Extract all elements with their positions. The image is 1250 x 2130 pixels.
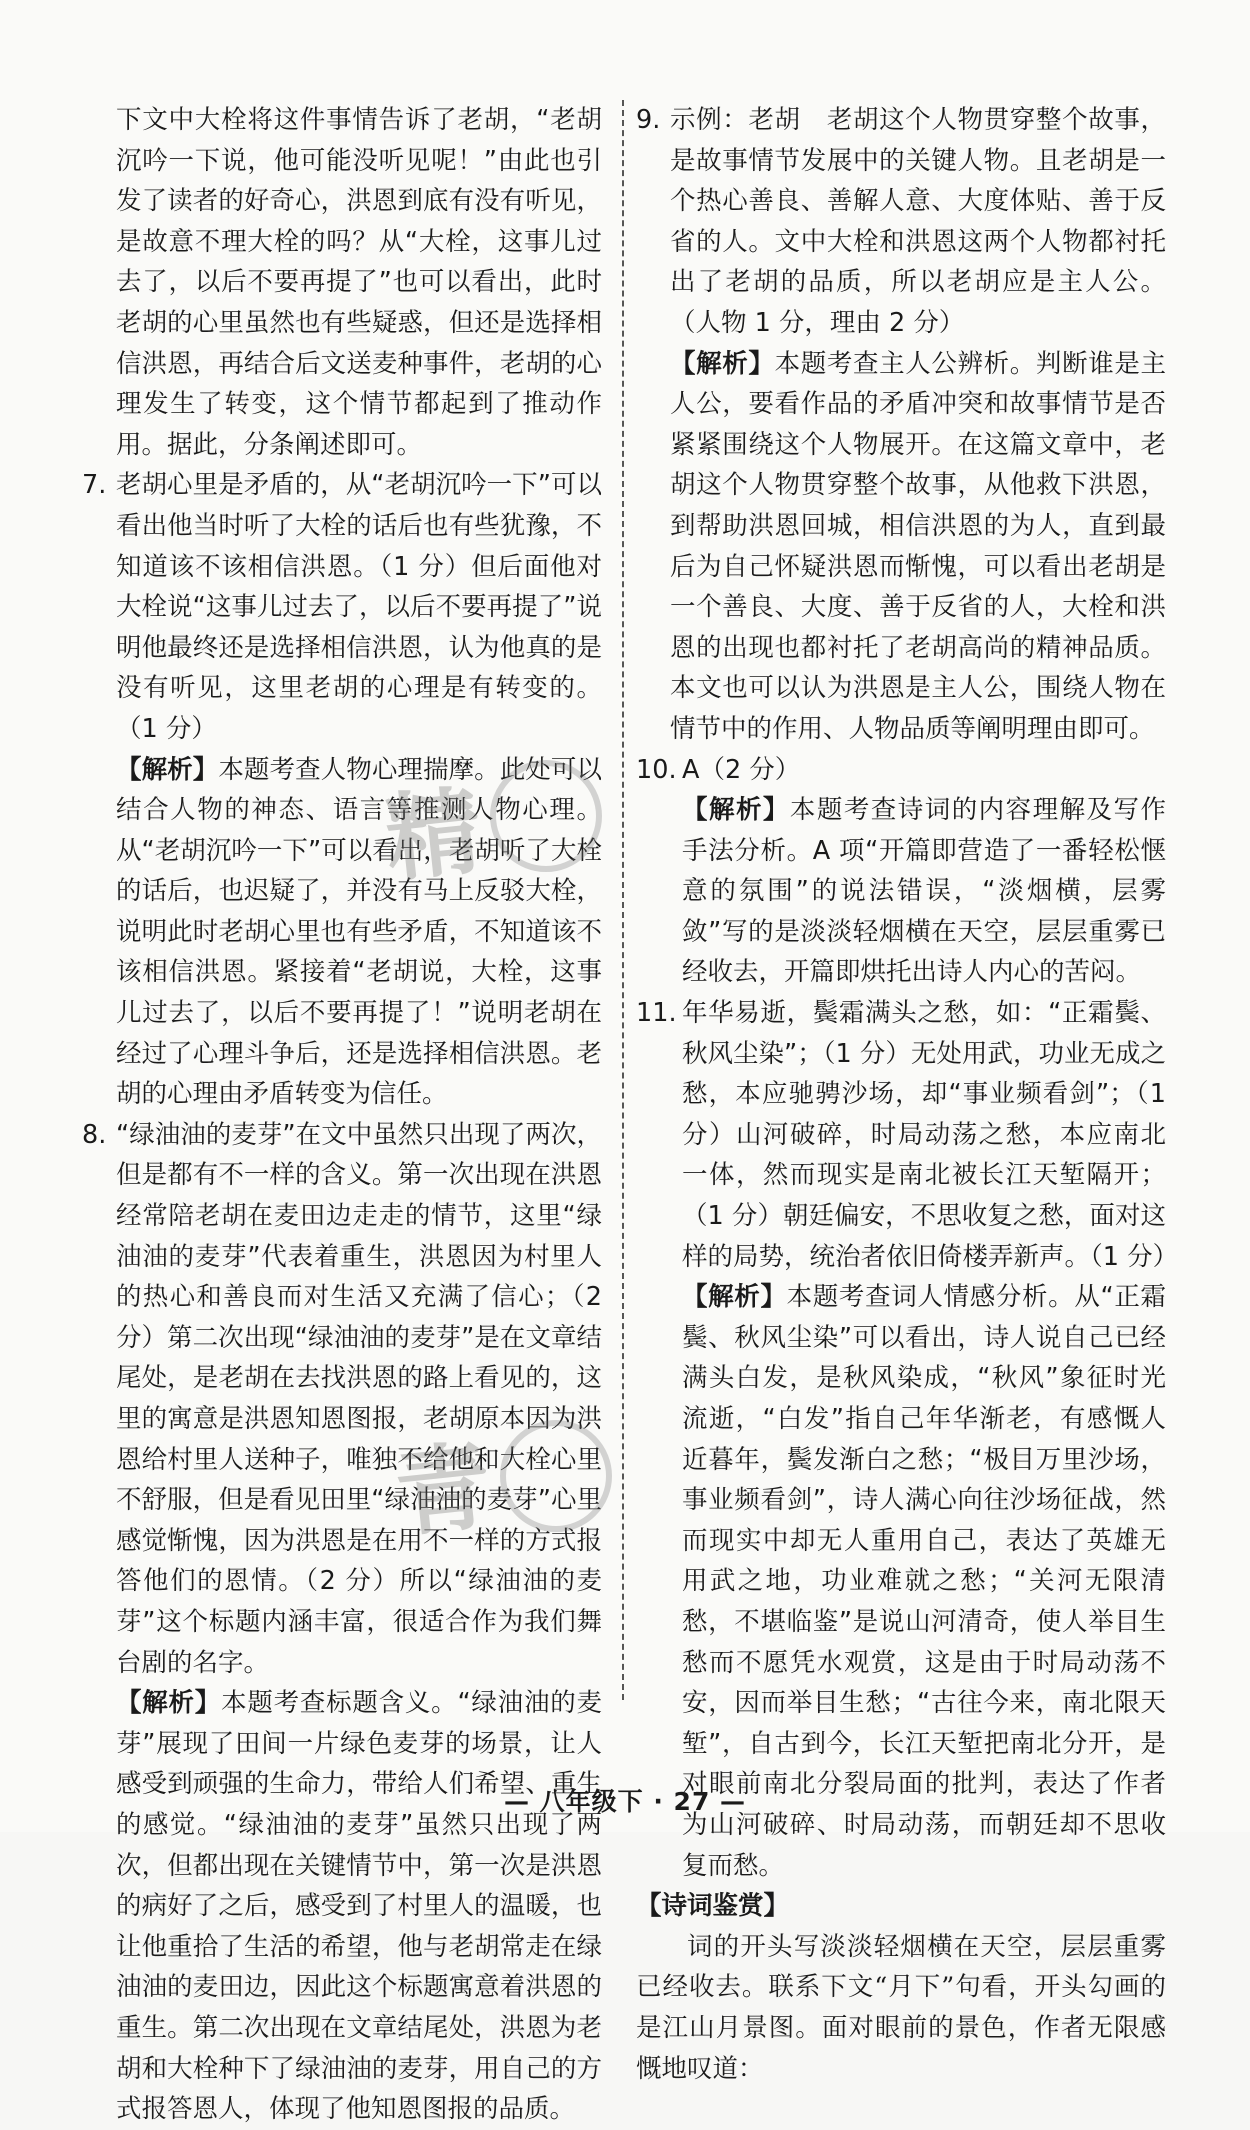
poetry-appreciation-text: 词的开头写淡淡轻烟横在天空，层层重雾已经收去。联系下文“月下”句看，开头勾画的是江山月景图。面对眼前的景色，作者无限感慨地叹道： <box>636 1931 1166 2084</box>
question-number: 9. <box>636 105 661 135</box>
analysis-tag: 【解析】 <box>116 754 219 785</box>
analysis-block <box>670 344 1166 750</box>
column-divider <box>622 100 624 1700</box>
analysis-block <box>682 790 1166 993</box>
analysis-text: 本题考查诗词的内容理解及写作手法分析。A 项“开篇即营造了一番轻松惬意的氛围”的说法错误，“淡烟横，层雾敛”写的是淡淡轻烟横在天空，层层重雾已经收去，开篇即烘托出诗人内心的苦闷。 <box>682 795 1166 988</box>
analysis-tag: 【解析】 <box>116 1688 222 1719</box>
analysis-tag: 【解析】 <box>670 348 775 379</box>
analysis-text: 本题考查标题含义。“绿油油的麦芽”展现了田间一片绿色麦芽的场景，让人感受到顽强的生命力，带给人们希望、重生的感觉。“绿油油的麦芽”虽然只出现了两次，但都出现在关键情节中，第一次是洪恩的病好了之后，感受到了村里人的温暖，也让他重拾了生活的希望，他与老胡常走在绿油油的麦田边，因此这个标题寓意着洪恩的重生。第二次出现在文章结尾处，洪恩为老胡和大栓种下了绿油油的麦芽，用自己的方式报答恩人，体现了他知恩图报的品质。 <box>116 1688 602 2125</box>
question-10 <box>636 750 1166 994</box>
analysis-text: 本题考查词人情感分析。从“正霜鬓、秋风尘染”可以看出，诗人说自己已经满头白发，是秋风染成，“秋风”象征时光流逝，“白发”指自己年华渐老，有感慨人近暮年，鬓发渐白之愁；“极目万里沙场，事业频看剑”，诗人满心向往沙场征战，然而现实中却无人重用自己，表达了英雄无用武之地，功业难就之愁；“关河无限清愁，不堪临鉴”是说山河清奇，使人举目生愁而不愿凭水观赏，这是由于时局动荡不安，因而举目生愁；“古往今来，南北限天堑”，自古到今，长江天堑把南北分开，是对眼前南北分裂局面的批判，表达了作者为山河破碎、时局动荡，而朝廷却不思收复而愁。 <box>682 1282 1166 1881</box>
analysis-text: 本题考查主人公辨析。判断谁是主人公，要看作品的矛盾冲突和故事情节是否紧紧围绕这个人物展开。在这篇文章中，老胡这个人物贯穿整个故事，从他救下洪恩，到帮助洪恩回城，相信洪恩的为人，直到最后为自己怀疑洪恩而惭愧，可以看出老胡是一个善良、大度、善于反省的人，大栓和洪恩的出现也都衬托了老胡高尚的精神品质。本文也可以认为洪恩是主人公，围绕人物在情节中的作用、人物品质等阐明理由即可。 <box>670 348 1166 744</box>
question-number: 10. <box>636 754 677 785</box>
answer-text: 老胡心里是矛盾的，从“老胡沉吟一下”可以看出他当时听了大栓的话后也有些犹豫，不知道该不该相信洪恩。（1 分）但后面他对大栓说“这事儿过去了，以后不要再提了”说明他最终还是选择相信洪恩，认为他真的是没有听见，这里老胡的心理是有转变的。（1 分） <box>116 470 602 744</box>
analysis-tag: 【解析】 <box>682 1282 787 1313</box>
watermark-circle <box>500 1420 612 1532</box>
continuation-text: 下文中大栓将这件事情告诉了老胡，“老胡沉吟一下说，他可能没听见呢！”由此也引发了读者的好奇心，洪恩到底有没有听见，是故意不理大栓的吗？从“大栓，这事儿过去了，以后不要再提了”也可以看出，此时老胡的心里虽然也有些疑惑，但还是选择相信洪恩，再结合后文送麦种事件，老胡的心理发生了转变，这个情节都起到了推动作用。据此，分条阐述即可。 <box>116 105 602 460</box>
answer-text: 年华易逝，鬓霜满头之愁，如：“正霜鬓、秋风尘染”；（1 分）无处用武，功业无成之愁，本应驰骋沙场，却“事业频看剑”；（1 分）山河破碎，时局动荡之愁，本应南北一体，然而现实是南北被长江天堑隔开；（1 分）朝廷偏安，不思收复之愁，面对这样的局势，统治者依旧倚楼弄新声。（1 分） <box>682 998 1179 1272</box>
question-number: 7. <box>82 470 107 501</box>
question-8 <box>82 1115 602 2130</box>
question-9 <box>636 100 1166 750</box>
answer-text: “绿油油的麦芽”在文中虽然只出现了两次，但是都有不一样的含义。第一次出现在洪恩经常陪老胡在麦田边走走的情节，这里“绿油油的麦芽”代表着重生，洪恩因为村里人的热心和善良而对生活又充满了信心；（2 分）第二次出现“绿油油的麦芽”是在文章结尾处，是老胡在去找洪恩的路上看见的，这里的寓意是洪恩知恩图报，老胡原本因为洪恩给村里人送种子，唯独不给他和大栓心里不舒服，但是看见田里“绿油油的麦芽”心里感觉惭愧，因为洪恩是在用不一样的方式报答他们的恩情。（2 分）所以“绿油油的麦芽”这个标题内涵丰富，很适合作为我们舞台剧的名字。 <box>116 1119 602 1678</box>
analysis-block <box>116 1683 602 2130</box>
answer-text: 示例：老胡 老胡这个人物贯穿整个故事，是故事情节发展中的关键人物。且老胡是一个热心善良、善解人意、大度体贴、善于反省的人。文中大栓和洪恩这两个人物都衬托出了老胡的品质，所以老胡应是主人公。（人物 1 分，理由 2 分） <box>670 105 1166 338</box>
page-footer: — 八年级下 · 27 — <box>503 1787 747 1816</box>
question-number: 11. <box>636 998 677 1029</box>
section-title: 【诗词鉴赏】 <box>636 1891 790 1922</box>
watermark-text: 精 <box>380 775 487 896</box>
question-number: 8. <box>82 1119 107 1150</box>
analysis-tag: 【解析】 <box>682 795 790 826</box>
answer-text: A（2 分） <box>682 754 801 785</box>
question-11 <box>636 993 1179 1886</box>
q6-analysis-continuation <box>82 100 602 465</box>
analysis-text: 本题考查人物心理揣摩。此处可以结合人物的神态、语言等推测人物心理。从“老胡沉吟一下”可以看出，老胡听了大栓的话后，也迟疑了，并没有马上反驳大栓，说明此时老胡心里也有些矛盾，不知道该不该相信洪恩。紧接着“老胡说，大栓，这事儿过去了，以后不要再提了！”说明老胡在经过了心理斗争后，还是选择相信洪恩。老胡的心理由矛盾转变为信任。 <box>116 754 602 1110</box>
left-column <box>82 100 602 2130</box>
watermark-circle <box>490 760 602 872</box>
watermark-text: 青 <box>390 1430 497 1551</box>
